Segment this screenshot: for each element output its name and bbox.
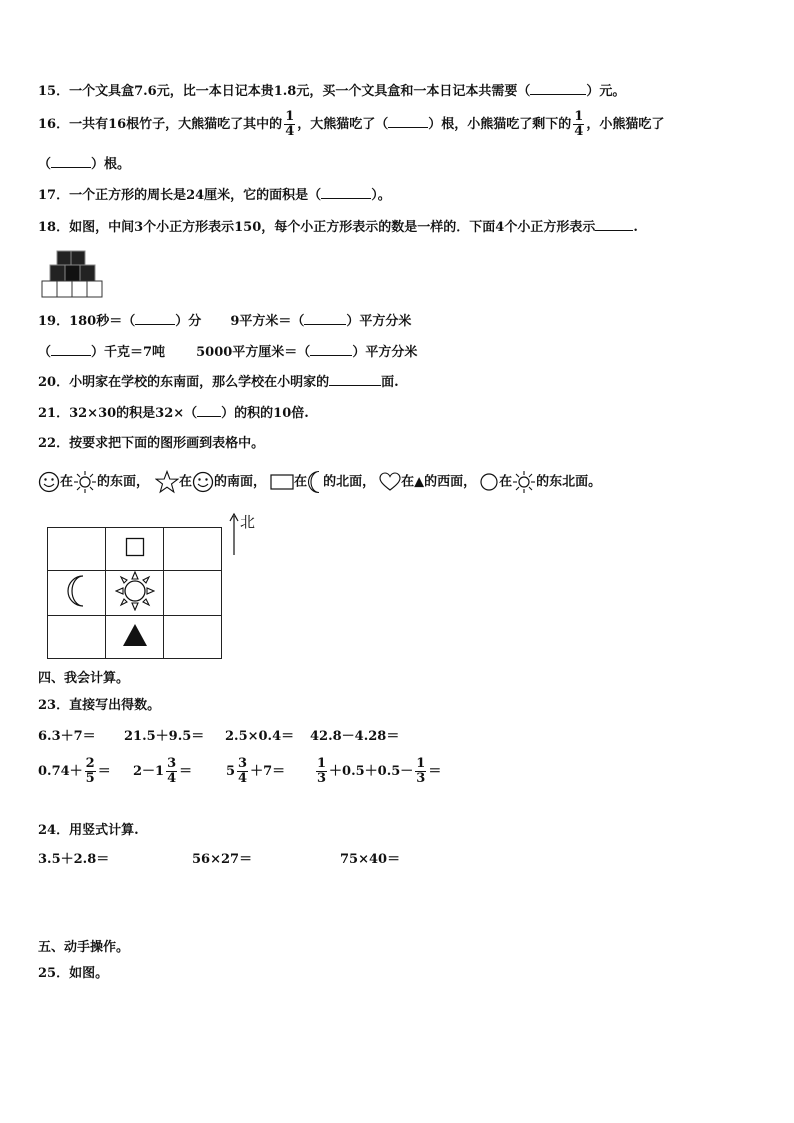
smiley-icon (192, 471, 214, 493)
q19-text: 9平方米＝（ (230, 314, 305, 329)
q22-text: 在 (294, 474, 308, 490)
fraction (573, 110, 584, 139)
question-19-row-1 (38, 312, 411, 331)
smiley-icon (38, 471, 60, 493)
calc-item (133, 754, 226, 790)
fraction (166, 757, 177, 786)
sun-icon (512, 470, 536, 494)
answer-blank[interactable] (595, 218, 633, 231)
answer-blank[interactable] (304, 312, 346, 325)
section-4-heading: 四、我会计算。 (38, 671, 130, 686)
question-15 (38, 82, 625, 101)
calc-item: 56×27＝ (192, 852, 253, 867)
fraction-denominator: 4 (167, 771, 177, 786)
fraction-numerator: 2 (85, 756, 95, 771)
q22-text: 在▲的西面， (401, 474, 477, 490)
calc-item: 3.5＋2.8＝ (38, 852, 110, 867)
calc-item: 75×40＝ (340, 852, 401, 867)
question-22-instructions (38, 470, 601, 495)
q19-text: （ (38, 345, 52, 360)
question-24-title: 24．用竖式计算. (38, 823, 139, 838)
grid-cell[interactable] (106, 528, 164, 571)
grid-cell[interactable] (106, 616, 164, 659)
q19-text: 5000平方厘米＝（ (196, 345, 311, 360)
question-19-row-2 (38, 343, 417, 362)
q20-tail: 面. (381, 375, 399, 390)
circle-icon (479, 472, 499, 492)
q19-unit: ）千克＝7吨 (91, 345, 166, 360)
question-18 (38, 218, 638, 237)
grid-cell[interactable] (106, 571, 164, 616)
question-24-items (38, 851, 400, 869)
q19-unit: ）平方分米 (352, 345, 418, 360)
calc-item (226, 754, 314, 790)
q22-text: 的南面， (214, 474, 267, 490)
sun-icon (115, 571, 155, 611)
fraction-numerator: 1 (416, 756, 426, 771)
calc-text: 0.74＋ (38, 764, 83, 779)
fraction-denominator: 4 (238, 771, 248, 786)
section-5-heading: 五、动手操作。 (38, 940, 130, 955)
question-20 (38, 373, 399, 392)
calc-text: ＝ (97, 764, 111, 779)
q16-open: （ (38, 157, 52, 172)
calc-item: 42.8－4.28＝ (310, 729, 400, 744)
q21-tail: ）的积的10倍. (221, 406, 309, 421)
north-arrow-icon (228, 512, 240, 556)
calc-text: 5 (226, 764, 236, 779)
fraction (85, 757, 96, 786)
fraction (284, 110, 295, 139)
drawing-grid (47, 527, 222, 659)
fraction-denominator: 5 (85, 771, 95, 786)
triangle-icon (122, 623, 148, 647)
moon-icon (64, 574, 90, 608)
heart-icon (379, 472, 401, 492)
fraction-denominator: 3 (317, 771, 327, 786)
question-23-title: 23．直接写出得数。 (38, 698, 161, 713)
answer-blank[interactable] (329, 373, 381, 386)
answer-blank[interactable] (51, 343, 91, 356)
grid-cell[interactable] (164, 616, 222, 659)
q17-tail: ）。 (371, 188, 391, 203)
square-pyramid-figure (41, 250, 103, 300)
calc-text: 2－1 (133, 764, 165, 779)
q18-text: 18．如图，中间3个小正方形表示150，每个小正方形表示的数是一样的．下面4个小正方形表示 (38, 220, 596, 235)
q16-text-1: 16．一共有16根竹子，大熊猫吃了其中的 (38, 117, 283, 132)
fraction (237, 757, 248, 786)
moon-icon (307, 470, 323, 494)
calc-text: ＝ (428, 764, 442, 779)
q22-text: 的北面， (323, 474, 376, 490)
fraction-denominator: 4 (285, 124, 295, 139)
q21-text: 21．32×30的积是32×（ (38, 406, 198, 421)
question-16-line-2 (38, 155, 130, 174)
square-icon (125, 537, 145, 557)
question-25: 25．如图。 (38, 966, 109, 981)
fraction (415, 757, 426, 786)
answer-blank[interactable] (530, 82, 586, 95)
question-22-title: 22．按要求把下面的图形画到表格中。 (38, 436, 265, 451)
q16-text-2: ，大熊猫吃了（ (297, 117, 389, 132)
q22-text: 在 (60, 474, 74, 490)
calc-item (38, 754, 133, 790)
fraction (316, 757, 327, 786)
calc-item: 2.5×0.4＝ (225, 729, 295, 744)
calc-item (314, 756, 442, 786)
question-21 (38, 404, 309, 423)
north-label: 北 (240, 513, 256, 531)
fraction-numerator: 3 (167, 756, 177, 771)
question-17 (38, 186, 391, 205)
grid-cell[interactable] (164, 571, 222, 616)
q17-text: 17．一个正方形的周长是24厘米，它的面积是（ (38, 188, 322, 203)
q22-text: 在 (179, 474, 193, 490)
sun-icon (73, 470, 97, 494)
answer-blank[interactable] (310, 343, 352, 356)
q19-unit: ）平方分米 (346, 314, 412, 329)
fraction-denominator: 4 (574, 124, 584, 139)
rectangle-icon (270, 474, 294, 490)
star-icon (155, 470, 179, 494)
question-23-row-2 (38, 754, 441, 790)
grid-cell[interactable] (48, 616, 106, 659)
q18-tail: . (633, 220, 638, 235)
q16-tail: ）根。 (91, 157, 131, 172)
calc-item: 6.3＋7＝ (38, 729, 96, 744)
q16-text-4: ，小熊猫吃了 (586, 117, 665, 132)
q15-text: 15．一个文具盒7.6元，比一本日记本贵1.8元，买一个文具盒和一本日记本共需要（ (38, 84, 531, 99)
answer-blank[interactable] (135, 312, 175, 325)
calc-text: ＋7＝ (250, 764, 286, 779)
q22-text: 的东面， (97, 474, 150, 490)
question-23-row-1 (38, 728, 399, 746)
question-16 (38, 110, 664, 139)
q20-text: 20．小明家在学校的东南面，那么学校在小明家的 (38, 375, 330, 390)
q19-text: 19．180秒＝（ (38, 314, 136, 329)
answer-blank[interactable] (197, 404, 221, 417)
fraction-numerator: 1 (317, 756, 327, 771)
calc-text: ＋0.5＋0.5－ (329, 764, 414, 779)
fraction-numerator: 1 (574, 109, 584, 124)
q22-text: 在 (499, 474, 513, 490)
fraction-numerator: 3 (238, 756, 248, 771)
grid-cell[interactable] (48, 528, 106, 571)
q19-unit: ）分 (175, 314, 202, 329)
calc-text: ＝ (179, 764, 193, 779)
answer-blank[interactable] (51, 155, 91, 168)
grid-cell[interactable] (48, 571, 106, 616)
calc-item: 21.5＋9.5＝ (124, 729, 205, 744)
grid-cell[interactable] (164, 528, 222, 571)
q22-text: 的东北面。 (536, 474, 602, 490)
q15-tail: ）元。 (586, 84, 626, 99)
answer-blank[interactable] (388, 115, 428, 128)
answer-blank[interactable] (321, 186, 371, 199)
q16-text-3: ）根，小熊猫吃了剩下的 (428, 117, 572, 132)
fraction-denominator: 3 (416, 771, 426, 786)
fraction-numerator: 1 (285, 109, 295, 124)
